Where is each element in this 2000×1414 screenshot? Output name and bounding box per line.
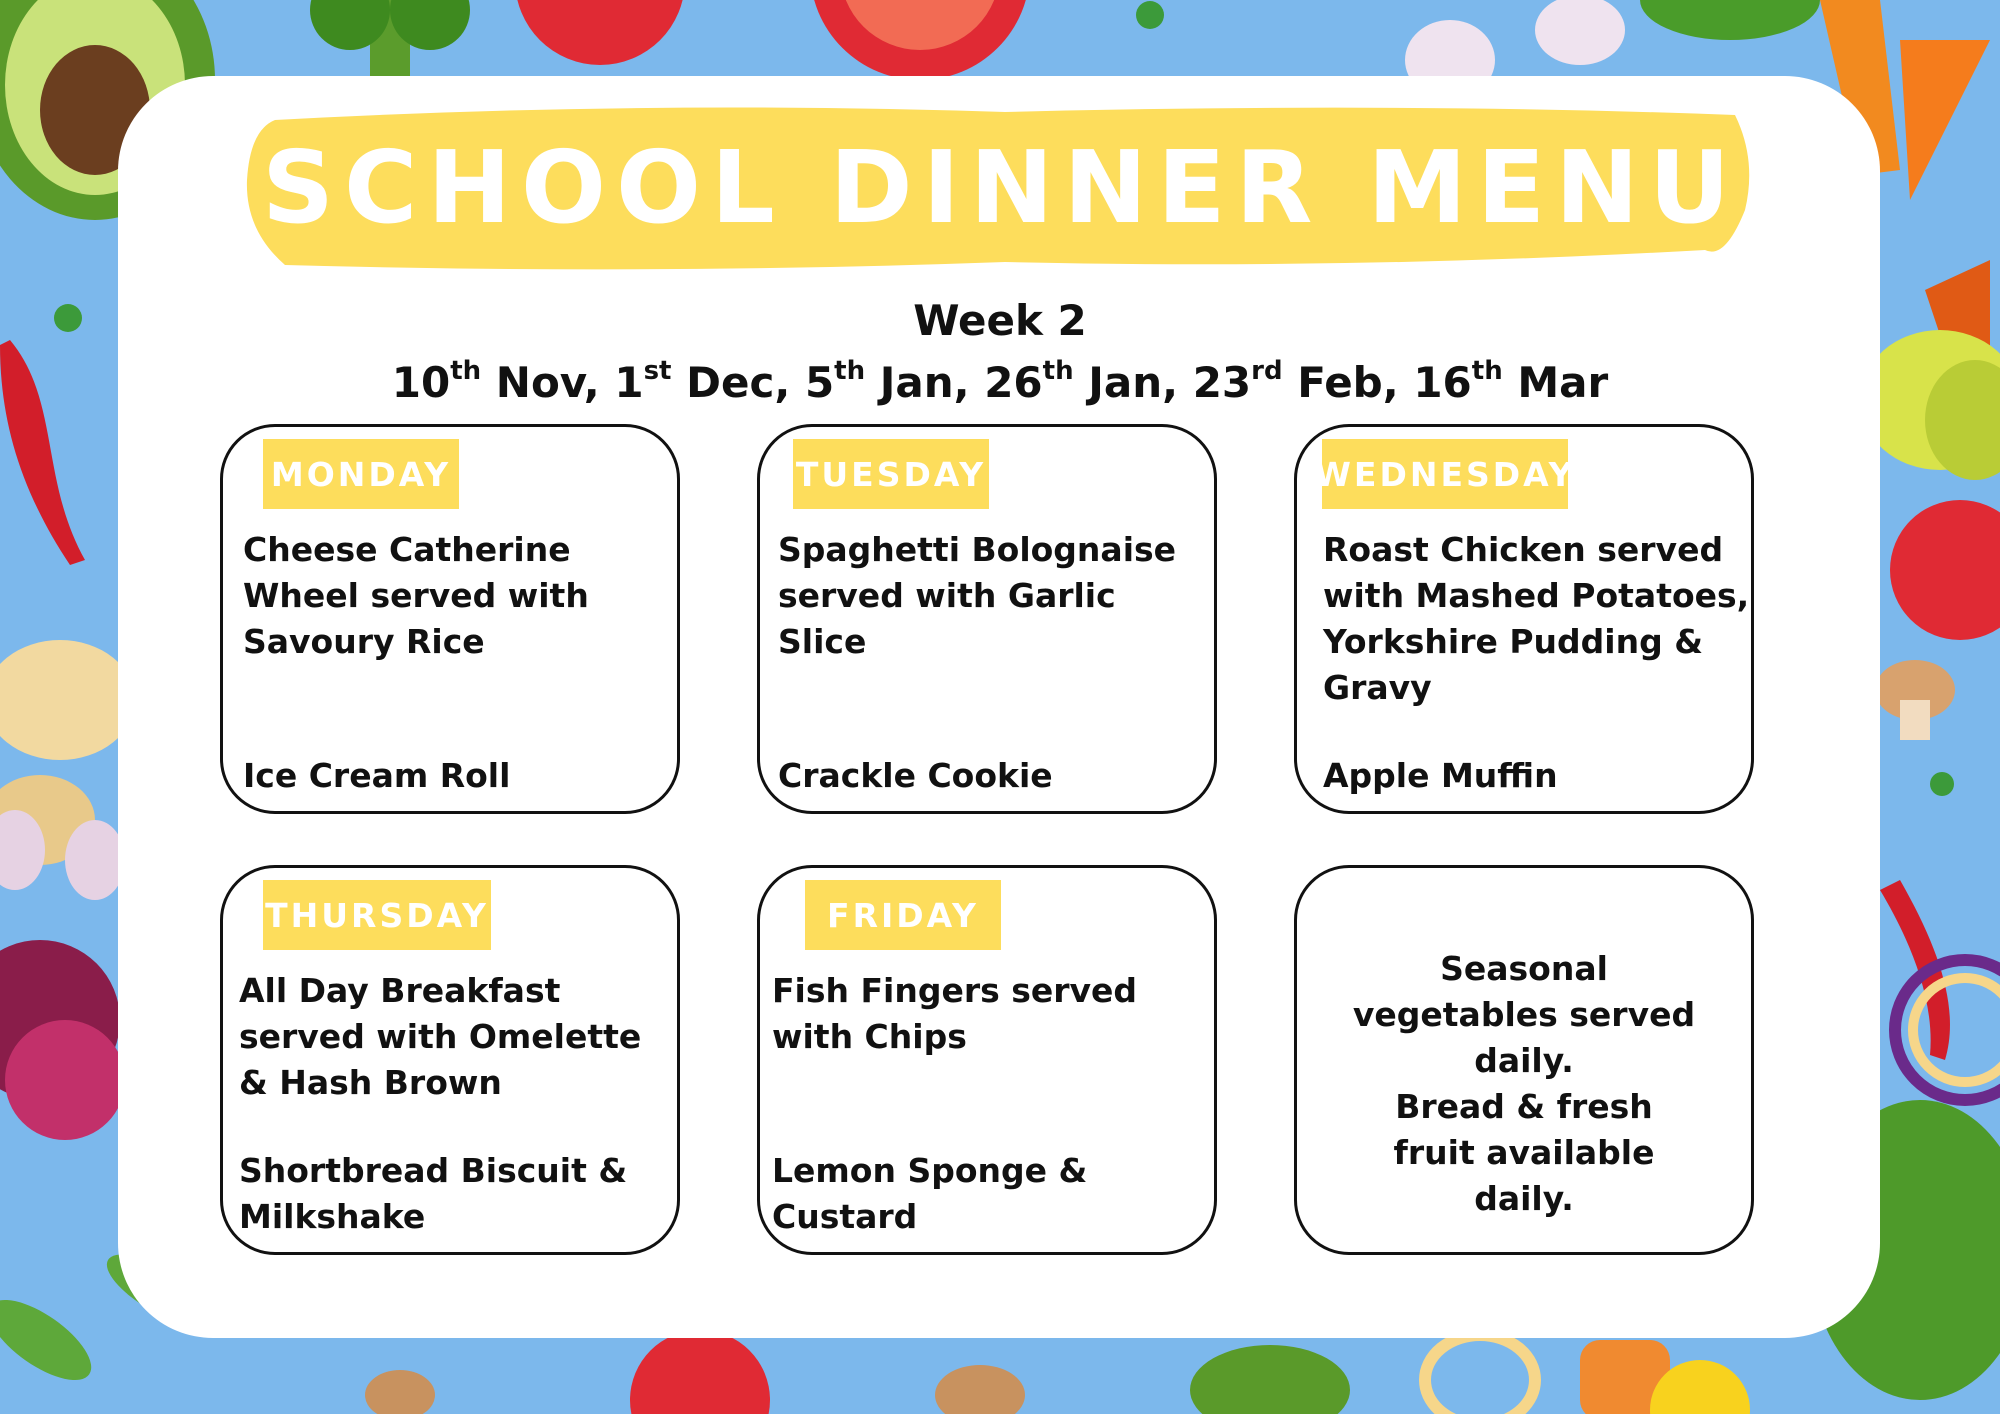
date-item: 23rd Feb, <box>1192 356 1399 407</box>
bread-fruit-note: Bread & fresh fruit available daily. <box>1393 1087 1655 1218</box>
date-item: 26th Jan, <box>984 356 1179 407</box>
main-course-wednesday: Roast Chicken served with Mashed Potatoes, Yorkshire Pudding & Gravy <box>1323 530 1750 707</box>
dessert-thursday: Shortbread Biscuit & Milkshake <box>239 1151 628 1236</box>
day-label-wednesday: WEDNESDAY <box>1322 439 1568 509</box>
week-number: Week 2 <box>913 296 1087 345</box>
date-item: 1st Dec, <box>614 356 791 407</box>
dessert-monday: Ice Cream Roll <box>243 756 511 795</box>
day-card-monday <box>220 424 680 814</box>
main-course-thursday: All Day Breakfast served with Omelette & Hash Brown <box>239 971 642 1102</box>
notes-card <box>1294 865 1754 1255</box>
day-label-friday: FRIDAY <box>805 880 1001 950</box>
page-title: SCHOOL DINNER MENU <box>261 129 1741 246</box>
day-card-wednesday <box>1294 424 1754 814</box>
day-card-tuesday <box>757 424 1217 814</box>
date-item: 10th Nov, <box>391 356 600 407</box>
title-banner <box>245 100 1757 275</box>
day-card-thursday <box>220 865 680 1255</box>
day-label-thursday: THURSDAY <box>263 880 491 950</box>
main-course-friday: Fish Fingers served with Chips <box>772 971 1138 1056</box>
date-list <box>0 358 2000 407</box>
dessert-friday: Lemon Sponge & Custard <box>772 1151 1088 1236</box>
date-item: 16th Mar <box>1413 356 1609 407</box>
day-label-monday: MONDAY <box>263 439 459 509</box>
vegetables-note: Seasonal vegetables served daily. <box>1352 949 1696 1080</box>
dessert-tuesday: Crackle Cookie <box>778 756 1053 795</box>
dessert-wednesday: Apple Muffin <box>1323 756 1558 795</box>
day-card-friday <box>757 865 1217 1255</box>
main-course-monday: Cheese Catherine Wheel served with Savoury Rice <box>243 530 589 661</box>
main-course-tuesday: Spaghetti Bolognaise served with Garlic Slice <box>778 530 1177 661</box>
date-item: 5th Jan, <box>804 356 970 407</box>
day-label-tuesday: TUESDAY <box>793 439 989 509</box>
